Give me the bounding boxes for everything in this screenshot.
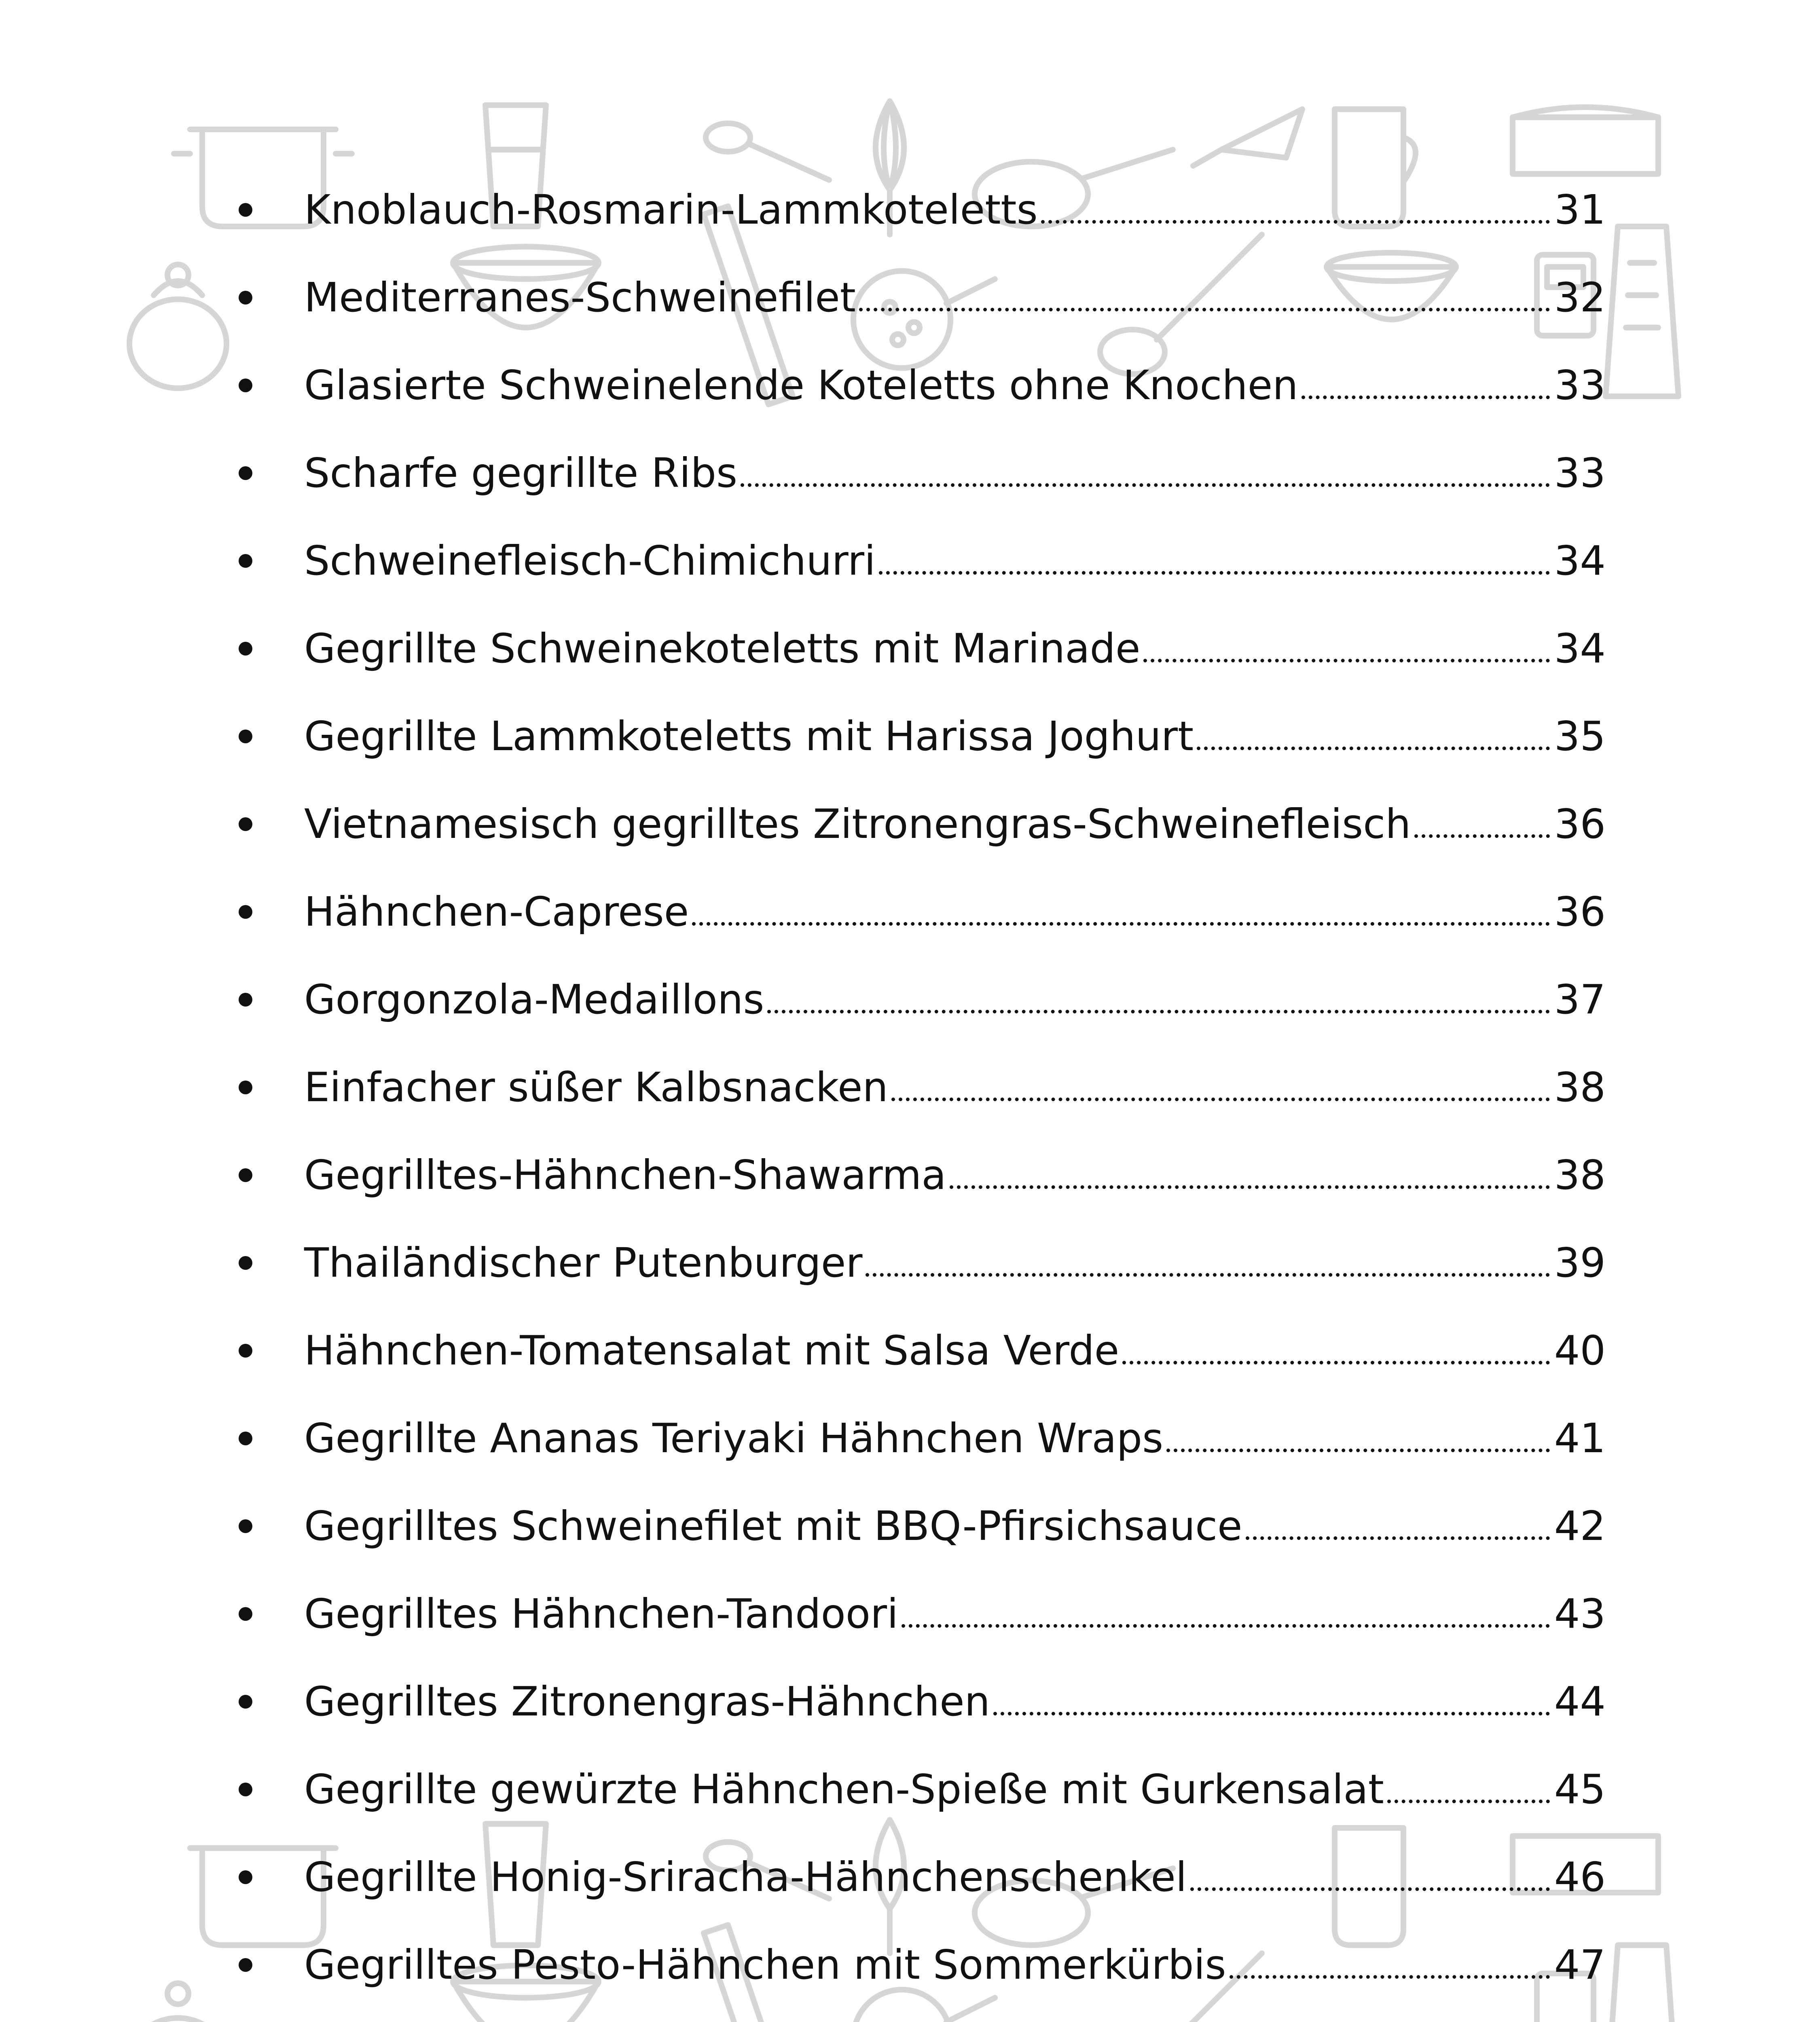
toc-entry-row (304, 517, 1606, 605)
table-of-contents (239, 166, 1606, 2022)
toc-entry[interactable] (239, 1131, 1606, 1219)
toc-entry[interactable] (239, 956, 1606, 1043)
toc-entry-page-number: 45 (1554, 1765, 1606, 1813)
toc-entry[interactable] (239, 1307, 1606, 1394)
dot-leader (879, 571, 1550, 575)
dot-leader (1246, 1536, 1550, 1540)
toc-entry[interactable] (239, 1921, 1606, 2009)
toc-entry[interactable] (239, 1043, 1606, 1131)
toc-entry[interactable] (239, 429, 1606, 517)
toc-entry[interactable] (239, 1219, 1606, 1307)
toc-entry-row (304, 341, 1606, 429)
toc-entry-title: Gegrilltes-Hähnchen-Shawarma (304, 1151, 946, 1199)
dot-leader (866, 1273, 1550, 1277)
toc-entry-page-number: 38 (1554, 1063, 1606, 1111)
toc-entry-page-number: 42 (1554, 1502, 1606, 1550)
bullet-icon (239, 1168, 252, 1182)
toc-entry-title: Gegrilltes Zitronengras-Hähnchen (304, 1677, 990, 1725)
bullet-icon (239, 554, 252, 568)
toc-entry-title: Gegrilltes Hähnchen-Tandoori (304, 1590, 898, 1637)
toc-entry-page-number: 40 (1554, 1326, 1606, 1374)
toc-entry-page-number: 34 (1554, 624, 1606, 672)
dot-leader (1166, 1449, 1550, 1452)
toc-entry-title: Gorgonzola-Medaillons (304, 975, 764, 1023)
dot-leader (1302, 396, 1550, 399)
bullet-icon (239, 1607, 252, 1621)
toc-entry-page-number: 43 (1554, 1590, 1606, 1637)
toc-entry-page-number: 46 (1554, 1853, 1606, 1901)
dot-leader (767, 1010, 1550, 1013)
toc-entry-title: Glasierte Schweinelende Koteletts ohne Knochen (304, 361, 1298, 409)
toc-entry-title: Hähnchen-Caprese (304, 888, 689, 935)
toc-entry[interactable] (239, 1833, 1606, 1921)
toc-entry-row (304, 1833, 1606, 1921)
dot-leader (1190, 1887, 1550, 1891)
toc-entry-page-number: 36 (1554, 800, 1606, 848)
toc-entry-page-number: 37 (1554, 975, 1606, 1023)
bullet-icon (239, 817, 252, 831)
dot-leader (859, 308, 1550, 311)
toc-entry-row (304, 956, 1606, 1043)
bullet-icon (239, 730, 252, 743)
toc-entry[interactable] (239, 1745, 1606, 1833)
cake-tin-icon (1513, 107, 1658, 174)
toc-entry[interactable] (239, 517, 1606, 605)
toc-entry-page-number: 33 (1554, 361, 1606, 409)
bullet-icon (239, 1958, 252, 1972)
dot-leader (891, 1098, 1550, 1101)
toc-entry-page-number: 44 (1554, 1677, 1606, 1725)
toc-entry-page-number: 35 (1554, 712, 1606, 760)
toc-entry-page-number: 41 (1554, 1414, 1606, 1462)
dot-leader (741, 483, 1550, 487)
toc-entry-title: Gegrillte Ananas Teriyaki Hähnchen Wraps (304, 1414, 1164, 1462)
bullet-icon (239, 1870, 252, 1884)
bullet-icon (239, 1081, 252, 1094)
toc-entry[interactable] (239, 1394, 1606, 1482)
dot-leader (1414, 834, 1550, 838)
toc-entry[interactable] (239, 1482, 1606, 1570)
dot-leader (692, 922, 1550, 926)
dot-leader (1230, 1975, 1550, 1979)
toc-entry[interactable] (239, 1570, 1606, 1658)
toc-entry-row (304, 605, 1606, 692)
toc-entry-row (304, 1482, 1606, 1570)
toc-entry-page-number: 32 (1554, 273, 1606, 321)
bullet-icon (239, 291, 252, 305)
toc-entry-page-number: 47 (1554, 1941, 1606, 1988)
toc-entry-row (304, 2009, 1606, 2022)
toc-entry-row (304, 1131, 1606, 1219)
bullet-icon (239, 203, 252, 217)
kettle-icon (129, 1983, 226, 2022)
toc-entry-title: Knoblauch-Rosmarin-Lammkoteletts (304, 186, 1038, 233)
toc-entry-row (304, 1219, 1606, 1307)
dot-leader (950, 1185, 1550, 1189)
bullet-icon (239, 466, 252, 480)
dot-leader (1122, 1361, 1550, 1364)
toc-entry-title: Gegrilltes Pesto-Hähnchen mit Sommerkürbis (304, 1941, 1226, 1988)
bullet-icon (239, 993, 252, 1007)
toc-entry[interactable] (239, 868, 1606, 956)
toc-entry-row (304, 1043, 1606, 1131)
toc-entry[interactable] (239, 605, 1606, 692)
toc-entry-page-number: 39 (1554, 1239, 1606, 1286)
dot-leader (1143, 659, 1550, 662)
bullet-icon (239, 379, 252, 392)
bullet-icon (239, 642, 252, 656)
toc-entry-row (304, 1307, 1606, 1394)
dot-leader (993, 1712, 1550, 1715)
toc-entry[interactable] (239, 2009, 1606, 2022)
toc-entry[interactable] (239, 166, 1606, 254)
toc-entry-row (304, 429, 1606, 517)
toc-entry[interactable] (239, 341, 1606, 429)
toc-entry-row (304, 166, 1606, 254)
toc-entry-row (304, 1570, 1606, 1658)
bullet-icon (239, 1344, 252, 1358)
toc-entry-page-number: 38 (1554, 1151, 1606, 1199)
toc-entry-row (304, 868, 1606, 956)
bullet-icon (239, 1256, 252, 1270)
toc-entry-row (304, 1658, 1606, 1745)
toc-entry[interactable] (239, 1658, 1606, 1745)
toc-entry-title: Gegrillte gewürzte Hähnchen-Spieße mit Gurkensalat (304, 1765, 1384, 1813)
toc-entry-title: Vietnamesisch gegrilltes Zitronengras-Schweinefleisch (304, 800, 1411, 848)
toc-entry-row (304, 1394, 1606, 1482)
toc-entry-title: Thailändischer Putenburger (304, 1239, 863, 1286)
bullet-icon (239, 1432, 252, 1445)
bullet-icon (239, 905, 252, 919)
knife-icon (1193, 109, 1302, 166)
toc-entry-title: Gegrilltes Schweinefilet mit BBQ-Pfirsichsauce (304, 1502, 1242, 1550)
toc-entry-row (304, 692, 1606, 780)
toc-entry-row (304, 1921, 1606, 2009)
toc-entry-page-number: 31 (1554, 186, 1606, 233)
toc-entry-title: Gegrillte Lammkoteletts mit Harissa Joghurt (304, 712, 1194, 760)
toc-entry-title: Scharfe gegrillte Ribs (304, 449, 738, 497)
bullet-icon (239, 1783, 252, 1796)
toc-entry[interactable] (239, 692, 1606, 780)
toc-entry-title: Hähnchen-Tomatensalat mit Salsa Verde (304, 1326, 1120, 1374)
grater-icon (1606, 1945, 1678, 2022)
toc-entry-page-number: 36 (1554, 888, 1606, 935)
dot-leader (1041, 220, 1550, 224)
toc-entry-title: Gegrillte Schweinekoteletts mit Marinade (304, 624, 1141, 672)
grater-icon (1606, 226, 1678, 396)
toc-entry-title: Gegrillte Honig-Sriracha-Hähnchenschenkel (304, 1853, 1187, 1901)
toc-entry-title: Mediterranes-Schweinefilet (304, 273, 856, 321)
bullet-icon (239, 1695, 252, 1709)
toc-entry-row (304, 1745, 1606, 1833)
toc-entry[interactable] (239, 780, 1606, 868)
toc-entry-row (304, 254, 1606, 341)
toc-entry[interactable] (239, 254, 1606, 341)
toc-entry-title: Einfacher süßer Kalbsnacken (304, 1063, 888, 1111)
toc-entry-page-number: 34 (1554, 537, 1606, 584)
dot-leader (902, 1624, 1550, 1628)
toc-entry-page-number: 33 (1554, 449, 1606, 497)
kettle-icon (129, 264, 226, 388)
toc-entry-title: Schweinefleisch-Chimichurri (304, 537, 876, 584)
dot-leader (1197, 747, 1550, 750)
toc-entry-row (304, 780, 1606, 868)
bullet-icon (239, 1519, 252, 1533)
dot-leader (1387, 1800, 1550, 1803)
